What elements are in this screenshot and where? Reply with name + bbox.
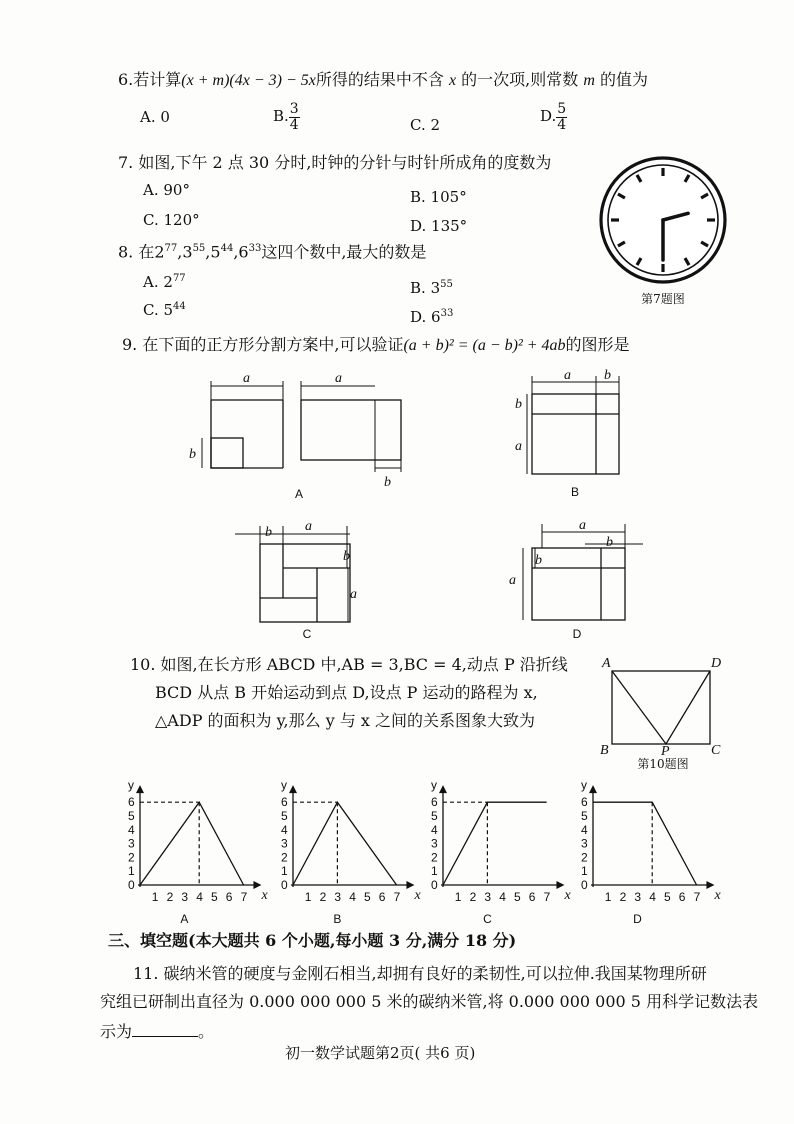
point-p: P bbox=[661, 744, 670, 759]
graph-label: C bbox=[483, 912, 492, 926]
q10-caption: 第10题图 bbox=[637, 757, 689, 771]
x-tick-label: 5 bbox=[514, 890, 521, 904]
y-axis-arrow bbox=[136, 785, 144, 793]
q10-line2: BCD 从点 B 开始运动到点 D,设点 P 运动的路程为 x, bbox=[155, 683, 538, 702]
q10-graph-a bbox=[112, 775, 268, 930]
x-tick-label: 4 bbox=[196, 890, 203, 904]
q9-figure-a bbox=[185, 372, 415, 502]
y-tick-label: 5 bbox=[281, 809, 288, 823]
label-b: b bbox=[535, 553, 542, 568]
y-tick-label: 3 bbox=[581, 836, 588, 851]
x-tick-label: 6 bbox=[678, 890, 686, 904]
x-tick-label: 7 bbox=[393, 890, 401, 904]
q7-text: 7. 如图,下午 2 点 30 分时,时钟的分针与时针所成角的度数为 bbox=[118, 153, 552, 172]
y-tick-label: 5 bbox=[431, 809, 438, 823]
x-tick-label: 3 bbox=[484, 890, 492, 904]
x-axis-label: x bbox=[564, 888, 571, 903]
x-tick-label: 4 bbox=[349, 890, 356, 904]
y-tick-label: 4 bbox=[431, 822, 438, 837]
y-tick-label: 2 bbox=[281, 850, 288, 865]
x-tick-label: 4 bbox=[649, 890, 656, 904]
q7-clock-figure bbox=[598, 155, 728, 305]
q9-text: 9. 在下面的正方形分割方案中,可以验证(a + b)² = (a − b)² + 4ab的图形是 bbox=[122, 335, 630, 354]
x-tick-label: 1 bbox=[454, 890, 462, 904]
label-b: b bbox=[265, 525, 272, 540]
q10-graph-b bbox=[265, 775, 421, 930]
y-tick-label: 3 bbox=[281, 836, 288, 851]
series-line bbox=[443, 802, 547, 885]
x-tick-label: 3 bbox=[181, 890, 189, 904]
y-tick-label: 6 bbox=[281, 795, 288, 810]
x-tick-label: 2 bbox=[166, 890, 174, 904]
label-b: b bbox=[606, 535, 613, 550]
q7-caption: 第7题图 bbox=[641, 292, 685, 306]
q8-option-a: A. $2^{77}$ bbox=[143, 273, 186, 291]
y-tick-label: 3 bbox=[431, 836, 438, 851]
y-tick-label: 6 bbox=[431, 795, 438, 810]
fig-label-a: A bbox=[294, 487, 304, 501]
y-tick-label: 4 bbox=[281, 822, 288, 837]
x-tick-label: 5 bbox=[664, 890, 671, 904]
fig-label-d: D bbox=[572, 627, 582, 641]
x-tick-label: 7 bbox=[693, 890, 701, 904]
y-tick-label: 4 bbox=[128, 822, 135, 837]
y-tick-label: 0 bbox=[281, 878, 288, 892]
x-tick-label: 6 bbox=[378, 890, 386, 904]
x-axis-arrow bbox=[706, 881, 714, 889]
y-tick-label: 5 bbox=[581, 809, 588, 823]
q10-rectangle-figure bbox=[598, 655, 728, 775]
y-tick-label: 1 bbox=[281, 864, 288, 879]
x-tick-label: 2 bbox=[469, 890, 477, 904]
q8-option-d: D. $6^{33}$ bbox=[410, 308, 454, 326]
label-a: a bbox=[509, 573, 516, 588]
x-tick-label: 7 bbox=[543, 890, 551, 904]
x-axis-label: x bbox=[261, 888, 268, 903]
x-tick-label: 6 bbox=[225, 890, 233, 904]
series-line bbox=[293, 802, 397, 885]
x-tick-label: 1 bbox=[304, 890, 312, 904]
q6-option-b: B. $\frac{3}{4}$ bbox=[273, 101, 299, 133]
label-a: a bbox=[515, 439, 522, 454]
label-a: a bbox=[350, 587, 357, 602]
label-a: a bbox=[335, 371, 342, 386]
x-tick-label: 4 bbox=[499, 890, 506, 904]
y-tick-label: 5 bbox=[128, 809, 135, 823]
series-line bbox=[140, 802, 244, 885]
section3-heading: 三、填空题(本大题共 6 个小题,每小题 3 分,满分 18 分) bbox=[108, 931, 517, 950]
y-tick-label: 0 bbox=[431, 878, 438, 892]
y-axis-label: y bbox=[581, 778, 587, 793]
q7-option-d: D. 135° bbox=[410, 217, 468, 235]
q9-figure-b bbox=[505, 368, 625, 503]
label-b: b bbox=[515, 397, 522, 412]
y-tick-label: 3 bbox=[128, 836, 135, 851]
y-axis-arrow bbox=[289, 785, 297, 793]
q9-figure-c bbox=[235, 516, 375, 641]
label-b: b bbox=[189, 447, 196, 462]
y-tick-label: 0 bbox=[581, 878, 588, 892]
y-axis-label: y bbox=[128, 778, 134, 793]
label-a: a bbox=[305, 519, 312, 534]
graph-label: B bbox=[333, 912, 342, 926]
q11-line2: 究组已研制出直径为 0.000 000 000 5 米的碳纳米管,将 0.000 000 000 5 用科学记数法表 bbox=[100, 992, 759, 1011]
point-c: C bbox=[711, 743, 721, 758]
answer-blank[interactable] bbox=[132, 1036, 198, 1037]
q6-option-a: A. 0 bbox=[140, 108, 170, 126]
q7-option-a: A. 90° bbox=[143, 181, 190, 199]
fig-label-c: C bbox=[302, 627, 312, 641]
y-axis-label: y bbox=[431, 778, 437, 793]
graph-label: D bbox=[633, 912, 642, 926]
q11-line3: 示为 。 bbox=[100, 1022, 215, 1041]
q11-line1: 11. 碳纳米管的硬度与金刚石相当,却拥有良好的柔韧性,可以拉伸.我国某物理所研 bbox=[133, 964, 707, 983]
y-tick-label: 2 bbox=[581, 850, 588, 865]
x-tick-label: 6 bbox=[528, 890, 536, 904]
q8-text: 8. 在$2^{77},3^{55},5^{44},6^{33}$这四个数中,最大的数是 bbox=[118, 242, 427, 262]
label-a: a bbox=[564, 368, 571, 383]
y-tick-label: 4 bbox=[581, 822, 588, 837]
page-footer: 初一数学试题第2页( 共6 页) bbox=[285, 1044, 476, 1062]
x-tick-label: 3 bbox=[634, 890, 642, 904]
x-axis-label: x bbox=[414, 888, 421, 903]
x-tick-label: 5 bbox=[364, 890, 371, 904]
y-tick-label: 2 bbox=[128, 850, 135, 865]
x-axis-arrow bbox=[556, 881, 564, 889]
q8-option-b: B. $3^{55}$ bbox=[410, 279, 453, 297]
q7-option-b: B. 105° bbox=[410, 188, 467, 206]
x-tick-label: 2 bbox=[619, 890, 627, 904]
q6-option-d: D. $\frac{5}{4}$ bbox=[540, 101, 567, 133]
label-a: a bbox=[579, 518, 586, 533]
y-tick-label: 1 bbox=[581, 864, 588, 879]
q6-text: 6.若计算(x + m)(4x − 3) − 5x所得的结果中不含 x 的一次项,则常数 m 的值为 bbox=[118, 70, 649, 89]
label-b: b bbox=[384, 475, 391, 490]
y-axis-label: y bbox=[281, 778, 287, 793]
series-line bbox=[593, 802, 697, 885]
q8-option-c: C. $5^{44}$ bbox=[143, 301, 186, 319]
q10-graph-d bbox=[565, 775, 721, 930]
y-axis-arrow bbox=[439, 785, 447, 793]
x-axis-arrow bbox=[253, 881, 261, 889]
x-tick-label: 1 bbox=[604, 890, 612, 904]
point-d: D bbox=[711, 656, 722, 671]
x-tick-label: 2 bbox=[319, 890, 327, 904]
q7-option-c: C. 120° bbox=[143, 211, 200, 229]
x-axis-arrow bbox=[406, 881, 414, 889]
y-tick-label: 2 bbox=[431, 850, 438, 865]
y-tick-label: 6 bbox=[128, 795, 135, 810]
x-tick-label: 7 bbox=[240, 890, 248, 904]
x-tick-label: 3 bbox=[334, 890, 342, 904]
y-tick-label: 1 bbox=[431, 864, 438, 879]
y-tick-label: 1 bbox=[128, 864, 135, 879]
q10-line3: △ADP 的面积为 y,那么 y 与 x 之间的关系图象大致为 bbox=[155, 711, 536, 730]
label-a: a bbox=[243, 371, 250, 386]
x-axis-label: x bbox=[714, 888, 721, 903]
graph-label: A bbox=[180, 912, 189, 926]
fig-label-b: B bbox=[570, 485, 580, 499]
y-tick-label: 6 bbox=[581, 795, 588, 810]
x-tick-label: 1 bbox=[151, 890, 159, 904]
q10-line1: 10. 如图,在长方形 ABCD 中,AB = 3,BC = 4,动点 P 沿折线 bbox=[130, 655, 568, 674]
y-tick-label: 0 bbox=[128, 878, 135, 892]
label-b: b bbox=[343, 549, 350, 564]
point-b: B bbox=[600, 743, 609, 758]
y-axis-arrow bbox=[589, 785, 597, 793]
q6-option-c: C. 2 bbox=[410, 116, 441, 134]
x-tick-label: 5 bbox=[211, 890, 218, 904]
point-a: A bbox=[602, 656, 611, 671]
q9-figure-d bbox=[505, 518, 645, 643]
q10-graph-c bbox=[415, 775, 571, 930]
label-b: b bbox=[604, 368, 611, 383]
